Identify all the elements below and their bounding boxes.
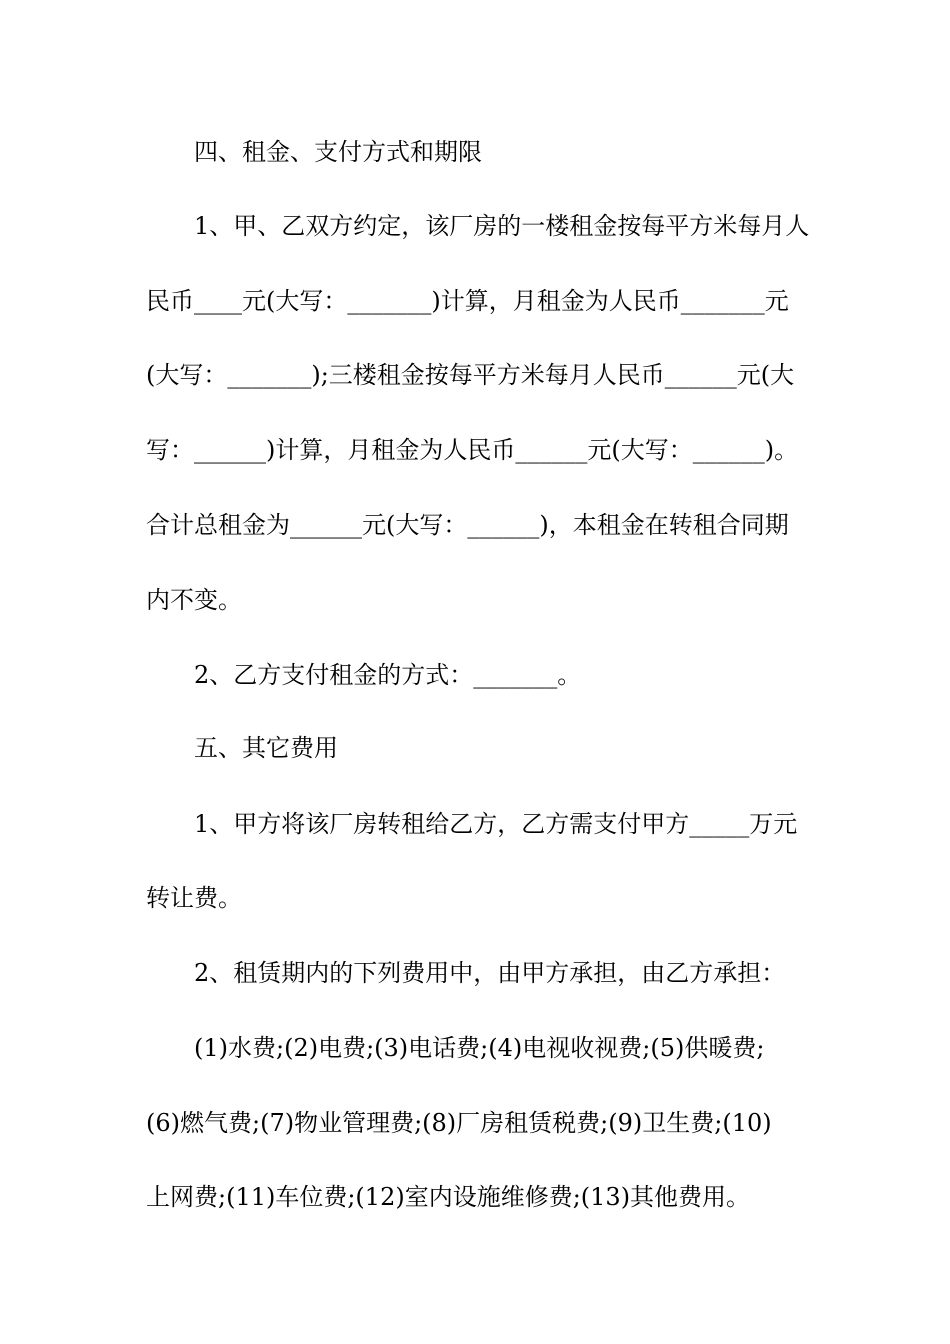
section-heading-other-fees: 五、其它费用 [194,734,338,762]
paragraph-line: 2、乙方支付租金的方式：_______。 [194,661,582,689]
paragraph-line: 民币____元(大写：_______)计算，月租金为人民币_______元 [146,287,789,315]
paragraph-line: 内不变。 [146,586,242,614]
paragraph-line: 2、租赁期内的下列费用中，由甲方承担，由乙方承担： [194,959,786,987]
paragraph-line: 1、甲、乙双方约定，该厂房的一楼租金按每平方米每月人 [194,212,810,240]
section-heading-rent: 四、租金、支付方式和期限 [194,138,482,166]
paragraph-line: 转让费。 [146,884,242,912]
paragraph-line: (大写：_______);三楼租金按每平方米每月人民币______元(大 [146,361,795,389]
paragraph-line: 1、甲方将该厂房转租给乙方，乙方需支付甲方_____万元 [194,810,798,838]
paragraph-line: (6)燃气费;(7)物业管理费;(8)厂房租赁税费;(9)卫生费;(10) [146,1109,772,1137]
paragraph-line: 上网费;(11)车位费;(12)室内设施维修费;(13)其他费用。 [146,1183,751,1211]
paragraph-line: 合计总租金为______元(大写：______)，本租金在转租合同期 [146,511,789,539]
paragraph-line: 写：______)计算，月租金为人民币______元(大写：______)。 [146,436,799,464]
paragraph-line: (1)水费;(2)电费;(3)电话费;(4)电视收视费;(5)供暖费; [194,1034,765,1062]
